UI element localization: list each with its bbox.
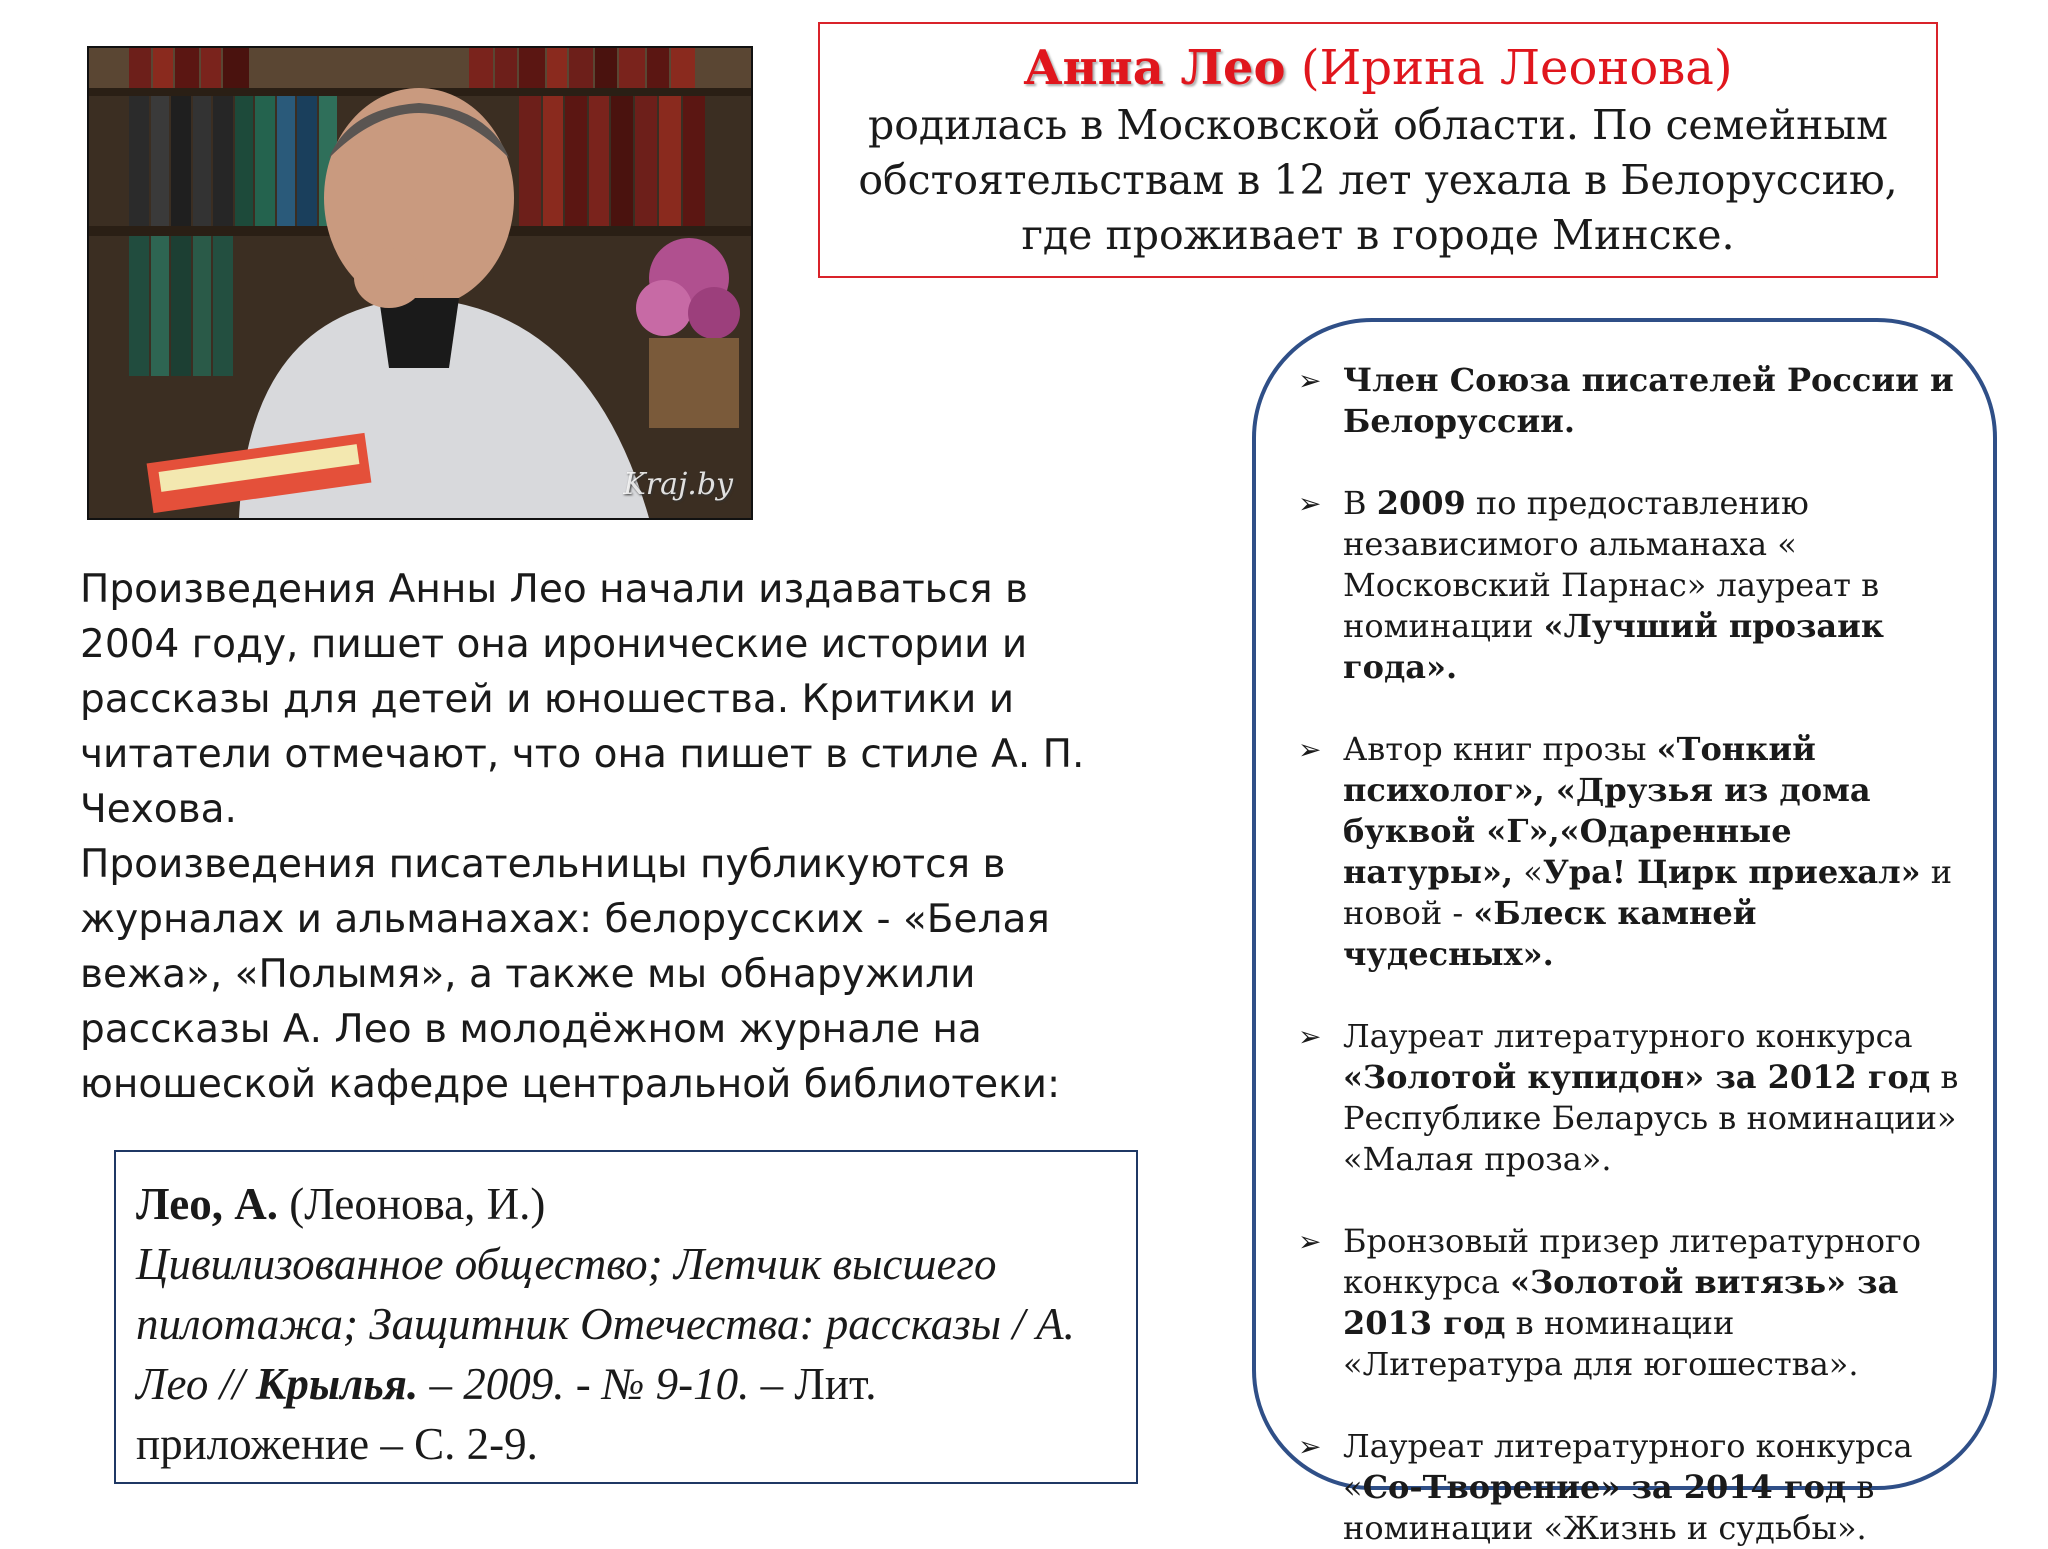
award-text: «Лучший прозаик года». (1343, 607, 1884, 686)
intro-line-2: обстоятельствам в 12 лет уехала в Белоруссию, (858, 156, 1898, 204)
award-text: «Золотой витязь» за 2013 год (1343, 1263, 1899, 1342)
photo-watermark: Kraj.by (623, 467, 733, 502)
intro-heading (820, 38, 1936, 98)
citation-author: Лео, А. (136, 1179, 278, 1229)
author-photo (87, 46, 753, 520)
award-text: и новой - (1343, 853, 1953, 932)
award-text: Ура! Цирк приехал» (1542, 853, 1921, 891)
award-item (1298, 1426, 1963, 1549)
award-text: в Республике Беларусь в номинации» «Малая проза». (1343, 1058, 1959, 1178)
bullet-arrow-icon: ➢ (1298, 1020, 1322, 1053)
award-text: 2009 (1376, 484, 1466, 522)
main-paragraph-1: Произведения Анны Лео начали издаваться в 2004 году, пишет она иронические истории и рассказы для детей и юношества. Критики и читатели отмечают, что она пишет в стиле А. П. Чехова. (80, 567, 1085, 832)
bullet-arrow-icon: ➢ (1298, 733, 1322, 766)
award-text: «Тонкий психолог», «Друзья из дома буквой «Г»,«Одаренные натуры», (1343, 730, 1871, 891)
award-text: по предоставлению независимого альманаха « Московский Парнас» лауреат в номинации (1343, 484, 1880, 645)
intro-line-1: родилась в Московской области. По семейным (868, 101, 1888, 149)
award-text: Автор книг прозы (1343, 730, 1657, 768)
citation-author-alt: (Леонова, И.) (289, 1179, 546, 1229)
award-text: Лауреат литературного конкурса (1343, 1017, 1913, 1055)
author-name: Анна Лео (1023, 40, 1286, 96)
bullet-arrow-icon: ➢ (1298, 364, 1322, 397)
author-photo-image (89, 48, 751, 518)
awards-box (1252, 318, 1997, 1547)
award-item (1298, 1221, 1963, 1385)
award-text: Бронзовый призер литературного конкурса (1343, 1222, 1921, 1301)
main-text (80, 562, 1130, 1112)
award-item (1298, 1016, 1963, 1180)
award-text: Член Союза писателей России и Белоруссии. (1343, 361, 1954, 440)
award-text: «Блеск камней чудесных». (1343, 894, 1757, 973)
award-text: Лауреат литературного конкурса « (1343, 1427, 1913, 1506)
awards-list (1298, 360, 1963, 1549)
award-item (1298, 483, 1963, 688)
award-text: В (1343, 484, 1377, 522)
citation-title: Цивилизованное общество; Летчик высшего пилотажа; Защитник Отечества: рассказы / А. Лео // (136, 1239, 1075, 1409)
award-text: в номинации «Литература для югошества». (1343, 1304, 1859, 1383)
bullet-arrow-icon: ➢ (1298, 1430, 1322, 1463)
award-text: « (1513, 853, 1543, 891)
citation-journal: Крылья. (255, 1359, 419, 1409)
award-item (1298, 729, 1963, 975)
author-real-name: (Ирина Леонова) (1300, 40, 1733, 96)
main-paragraph-2: Произведения писательницы публикуются в журналах и альманахах: белорусских - «Белая вежа», «Полымя», а также мы обнаружили рассказы А. Лео в молодёжном журнале на юношеской кафедре центральной библиотеки: (80, 842, 1061, 1107)
citation-details: – Лит. приложение – С. 2-9. (136, 1359, 877, 1469)
award-text: в номинации «Жизнь и судьбы». (1343, 1468, 1875, 1547)
bullet-arrow-icon: ➢ (1298, 1225, 1322, 1258)
bullet-arrow-icon: ➢ (1298, 487, 1322, 520)
citation-box (114, 1150, 1138, 1484)
citation-details-italic: – 2009. - № 9-10. (429, 1359, 750, 1409)
award-text: Со-Творение» за 2014 год (1362, 1468, 1847, 1506)
award-item (1298, 360, 1963, 442)
intro-box (818, 22, 1938, 278)
intro-line-3: где проживает в городе Минске. (1021, 211, 1735, 259)
award-text: «Золотой купидон» за 2012 год (1343, 1058, 1931, 1096)
